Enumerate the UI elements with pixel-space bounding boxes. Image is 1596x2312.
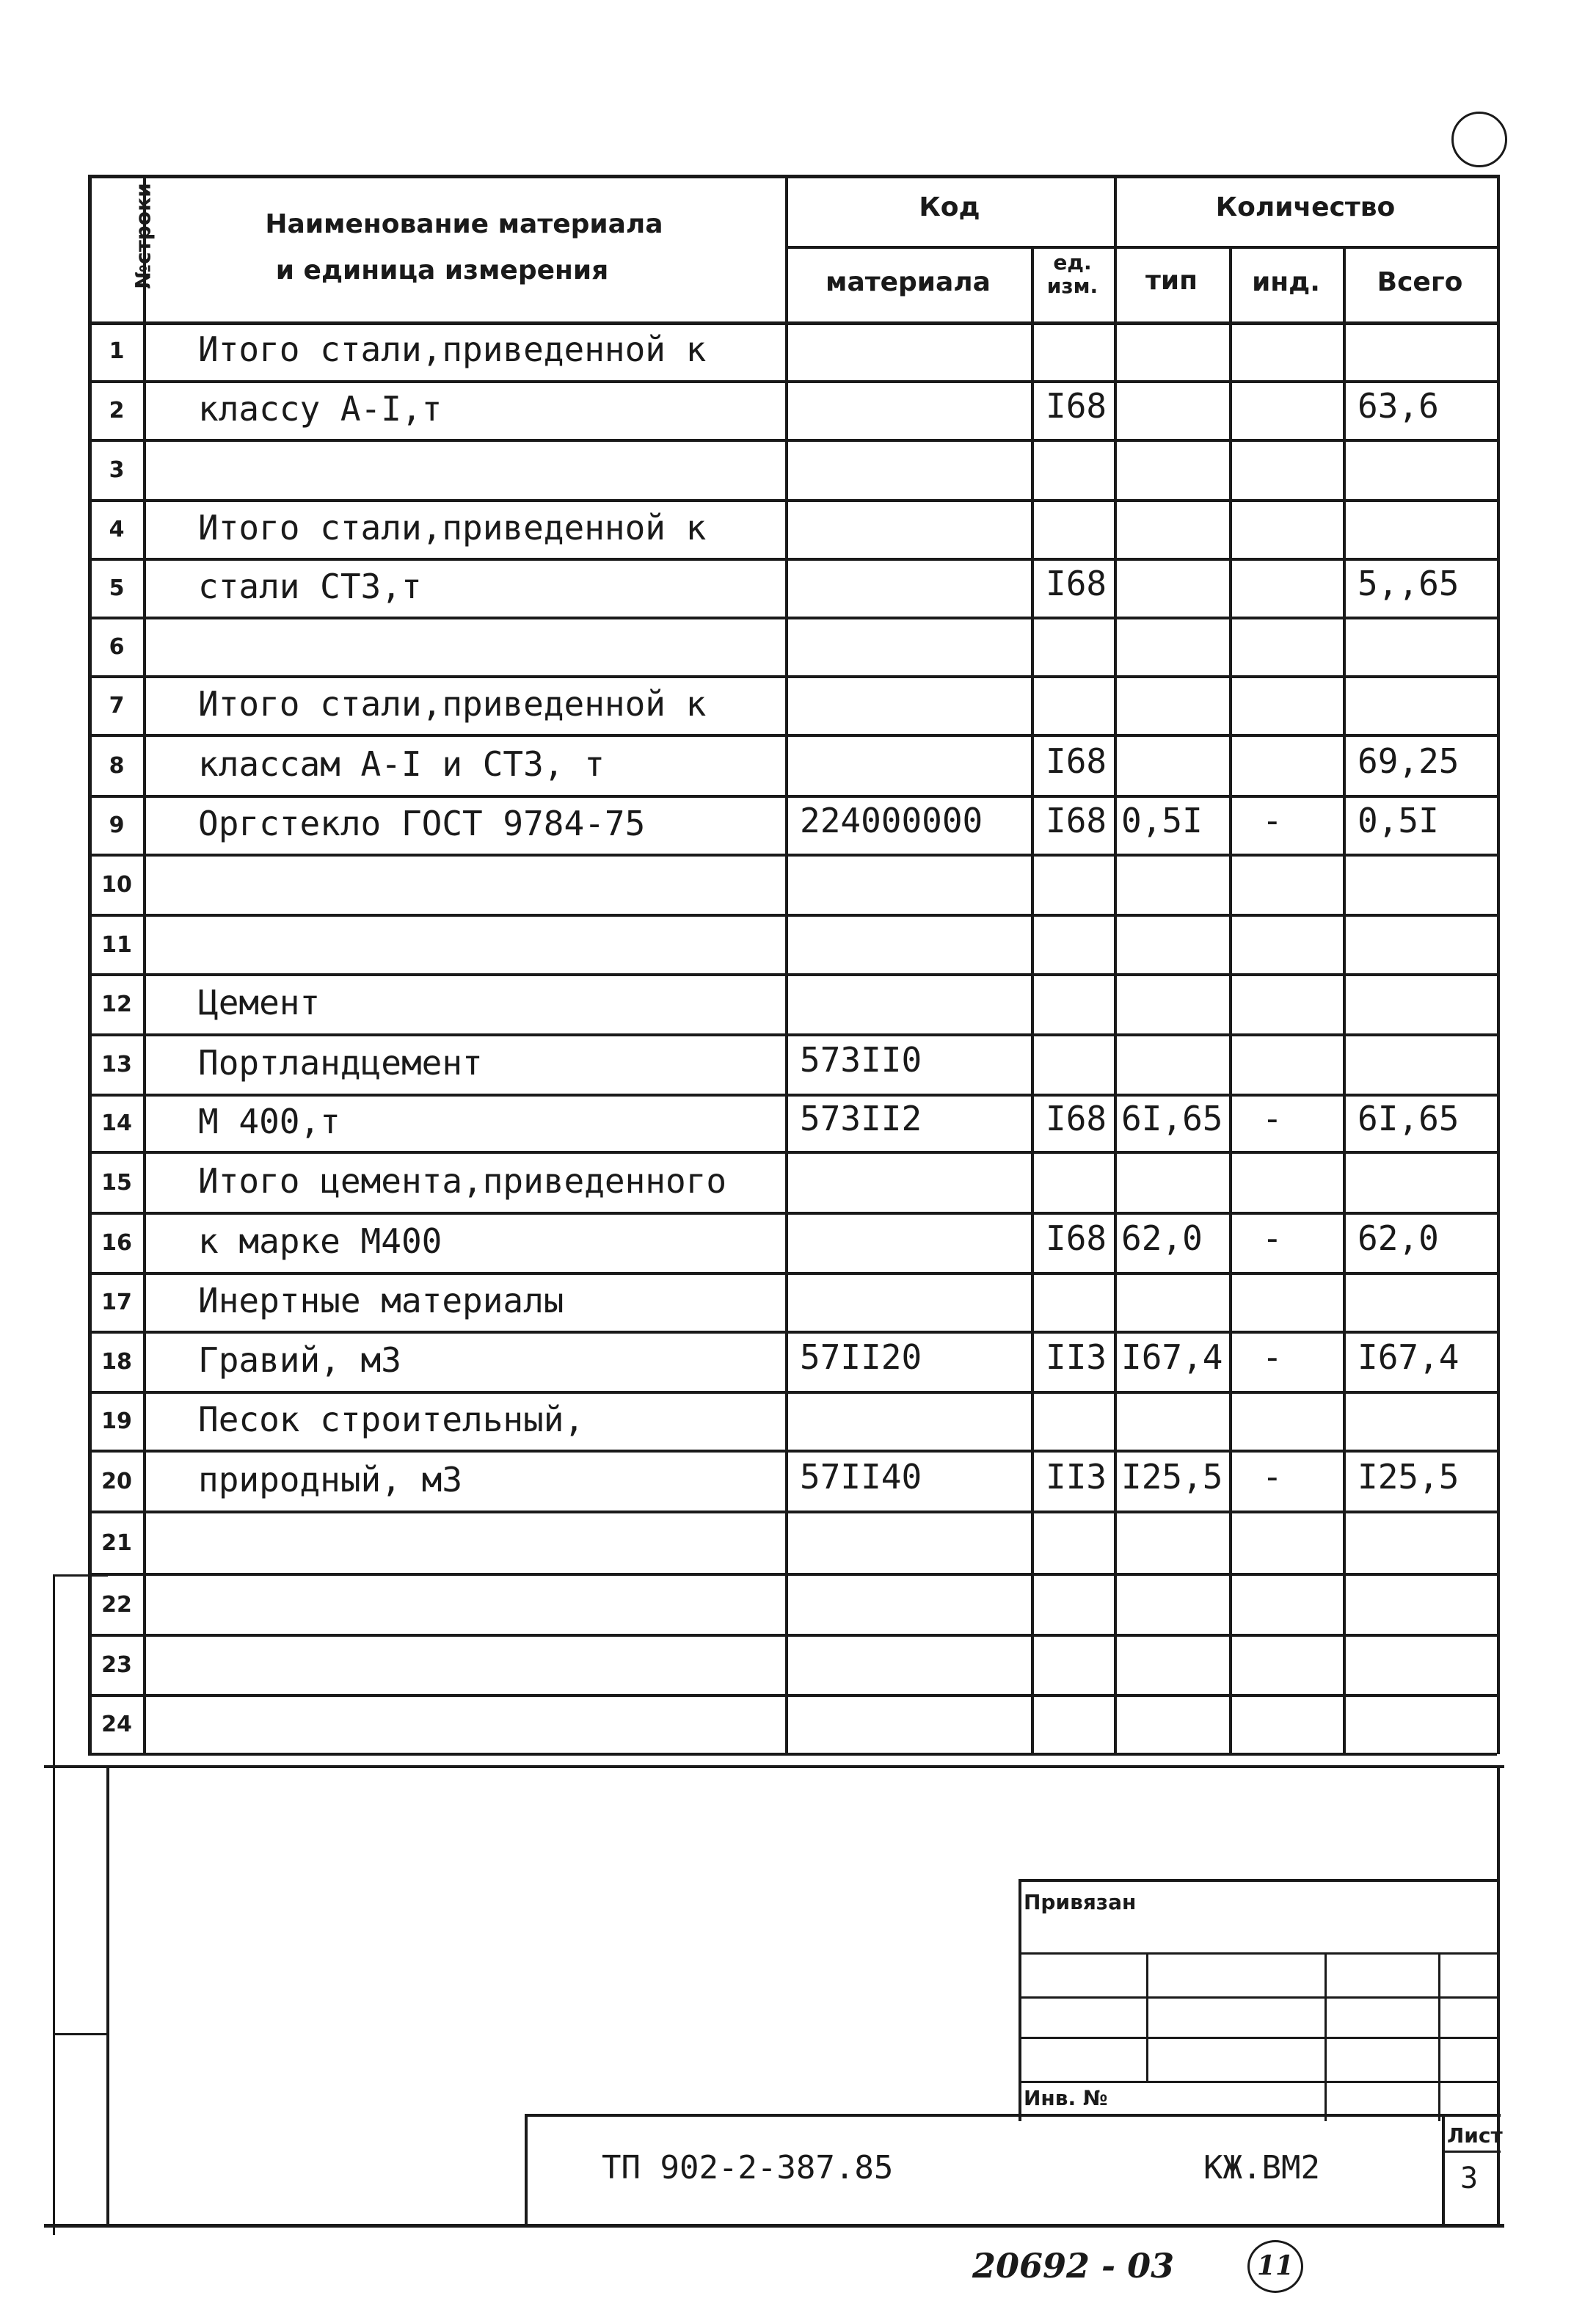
title-strip-left (525, 2114, 528, 2224)
row-unit: I68 (1046, 801, 1107, 840)
row-qty-total: 0,5I (1358, 801, 1439, 840)
row-number: 2 (109, 398, 125, 423)
row-number: 8 (109, 752, 125, 779)
row-number: 22 (101, 1591, 132, 1618)
row-rule (88, 1212, 1497, 1215)
col-rule-code (785, 175, 788, 1754)
row-rule (88, 1033, 1497, 1036)
row-unit: I68 (1046, 386, 1107, 426)
row-name: стали СТЗ,т (198, 567, 422, 606)
row-rule (88, 973, 1497, 976)
title-strip-top (525, 2114, 1501, 2117)
frame-bottom-border (44, 2224, 1504, 2228)
header-rownum: №строки (131, 183, 156, 289)
header-name-line2: и единица измерения (275, 255, 609, 286)
row-qty-ind: - (1262, 1218, 1283, 1258)
circled-page-number (1247, 2240, 1303, 2293)
row-name: Гравий, м3 (198, 1340, 401, 1380)
row-unit: I68 (1046, 1218, 1107, 1258)
bound-label: Привязан (1024, 1890, 1137, 1914)
row-rule (88, 1694, 1497, 1697)
row-code: 57II40 (800, 1456, 922, 1497)
sheet-label: Лист (1447, 2123, 1503, 2148)
document-code: КЖ.ВМ2 (1203, 2149, 1320, 2186)
col-rule-qty (1114, 175, 1117, 1754)
row-number: 17 (101, 1290, 132, 1315)
row-number: 15 (101, 1169, 132, 1196)
row-qty-ind: - (1262, 1099, 1283, 1138)
sheet-box-rule (1442, 2151, 1501, 2153)
bound-box-rule (1019, 1996, 1499, 1999)
header-code-unit: ед. изм. (1046, 250, 1098, 298)
row-name: Итого цемента,приведенного (198, 1160, 727, 1201)
row-name: классу А-I,т (198, 389, 442, 429)
bound-box-rule (1019, 2037, 1499, 2039)
row-qty-total: 62,0 (1358, 1218, 1439, 1258)
bound-box-left (1019, 1879, 1021, 2121)
row-qty-type: I25,5 (1121, 1456, 1223, 1497)
row-number: 24 (101, 1712, 132, 1737)
corner-circle-mark (1451, 112, 1507, 167)
row-unit: I68 (1046, 1099, 1107, 1138)
row-number: 3 (109, 457, 125, 483)
row-rule (88, 1094, 1497, 1097)
row-unit: I68 (1046, 564, 1107, 603)
row-number: 23 (101, 1652, 132, 1678)
row-qty-type: 62,0 (1121, 1218, 1203, 1258)
frame-left-rule (106, 1765, 109, 2228)
row-number: 18 (101, 1349, 132, 1375)
row-qty-total: I25,5 (1358, 1456, 1460, 1497)
row-rule (88, 675, 1497, 678)
row-rule (88, 854, 1497, 857)
row-number: 11 (101, 931, 132, 958)
row-number: 9 (109, 813, 125, 838)
row-unit: II3 (1046, 1337, 1107, 1377)
row-code: 224000000 (800, 801, 983, 840)
header-qty-ind: инд. (1252, 267, 1320, 297)
row-number: 4 (109, 517, 125, 542)
col-rule-ind (1229, 246, 1232, 1754)
bound-box-rule (1019, 1952, 1499, 1955)
row-qty-total: 6I,65 (1358, 1099, 1460, 1138)
row-name: классам А-I и СТЗ, т (198, 744, 605, 784)
row-rule (88, 1753, 1497, 1756)
row-rule (88, 380, 1497, 383)
row-unit: I68 (1046, 741, 1107, 781)
bound-box-col (1146, 1952, 1148, 2081)
row-rule (88, 1450, 1497, 1453)
row-name: Песок строительный, (198, 1400, 585, 1439)
row-name: к марке М400 (198, 1221, 442, 1261)
row-name: Оргстекло ГОСТ 9784-75 (198, 804, 646, 843)
row-qty-total: 69,25 (1358, 741, 1460, 781)
sheet-box-left (1442, 2114, 1445, 2224)
row-rule (88, 795, 1497, 798)
table-top-border (88, 175, 1497, 178)
row-rule (88, 914, 1497, 917)
header-code-group: Код (919, 192, 980, 222)
header-qty-type: тип (1145, 266, 1198, 296)
header-qty-total: Всего (1377, 267, 1463, 297)
row-name: Инертные материалы (198, 1281, 564, 1320)
row-rule (88, 1331, 1497, 1334)
header-qty-group: Количество (1215, 192, 1396, 222)
row-rule (88, 1573, 1497, 1576)
row-code: 573II0 (800, 1040, 922, 1080)
row-name: природный, м3 (198, 1459, 463, 1499)
row-number: 6 (109, 634, 125, 660)
col-rule-total (1343, 246, 1346, 1754)
row-rule (88, 1151, 1497, 1154)
row-number: 1 (109, 338, 125, 364)
row-code: 57II20 (800, 1337, 922, 1377)
row-name: Цемент (198, 983, 321, 1022)
row-unit: II3 (1046, 1456, 1107, 1497)
row-rule (88, 734, 1497, 737)
sheet-number: 3 (1460, 2162, 1479, 2195)
row-number: 7 (109, 693, 125, 719)
frame-divider (44, 1765, 1504, 1768)
row-name: Итого стали,приведенной к (198, 684, 707, 724)
header-mid-rule (785, 246, 1497, 249)
row-number: 21 (101, 1530, 132, 1556)
row-name: М 400,т (198, 1102, 340, 1141)
row-qty-total: 5,,65 (1358, 564, 1460, 603)
row-qty-total: I67,4 (1358, 1337, 1460, 1377)
row-rule (88, 617, 1497, 619)
header-bottom-rule (88, 321, 1497, 325)
row-qty-total: 63,6 (1358, 386, 1439, 426)
row-rule (88, 499, 1497, 502)
row-rule (88, 558, 1497, 561)
row-number: 20 (101, 1468, 132, 1494)
row-number: 16 (101, 1230, 132, 1256)
bound-box-col (1438, 1952, 1440, 2121)
document-number: ТП 902-2-387.85 (602, 2149, 894, 2186)
margin-binding-tick (53, 2033, 108, 2035)
bound-box-top (1019, 1879, 1499, 1882)
row-qty-type: 6I,65 (1121, 1099, 1223, 1138)
margin-binding-tick (53, 1574, 108, 1577)
row-number: 14 (101, 1110, 132, 1136)
row-rule (88, 1634, 1497, 1637)
row-rule (88, 1391, 1497, 1394)
row-number: 19 (101, 1408, 132, 1434)
row-rule (88, 439, 1497, 442)
bound-box-col (1324, 1952, 1327, 2121)
col-rule-unit (1031, 246, 1034, 1754)
table-right-border (1497, 175, 1500, 1754)
row-qty-ind: - (1262, 1456, 1283, 1497)
row-number: 12 (101, 992, 132, 1017)
circled-page-number-text: 11 (1256, 2250, 1294, 2281)
inv-number-label: Инв. № (1024, 2086, 1108, 2110)
margin-binding-rule (53, 1574, 55, 2235)
handwritten-archive-number: 20692 - 03 (972, 2246, 1175, 2286)
row-qty-ind: - (1262, 1337, 1283, 1377)
col-rule-name (143, 175, 146, 1754)
row-code: 573II2 (800, 1099, 922, 1138)
row-qty-type: 0,5I (1121, 801, 1203, 840)
header-name-line1: Наименование материала (265, 209, 663, 239)
row-name: Итого стали,приведенной к (198, 508, 707, 548)
row-number: 10 (101, 872, 132, 898)
row-number: 5 (109, 575, 125, 601)
bound-box-rule (1019, 2081, 1499, 2083)
row-name: Итого стали,приведенной к (198, 330, 707, 369)
row-qty-ind: - (1262, 801, 1283, 840)
header-code-material: материала (826, 267, 991, 297)
row-name: Портландцемент (198, 1043, 483, 1083)
row-rule (88, 1272, 1497, 1275)
row-rule (88, 1511, 1497, 1513)
row-qty-type: I67,4 (1121, 1337, 1223, 1377)
row-number: 13 (101, 1052, 132, 1077)
